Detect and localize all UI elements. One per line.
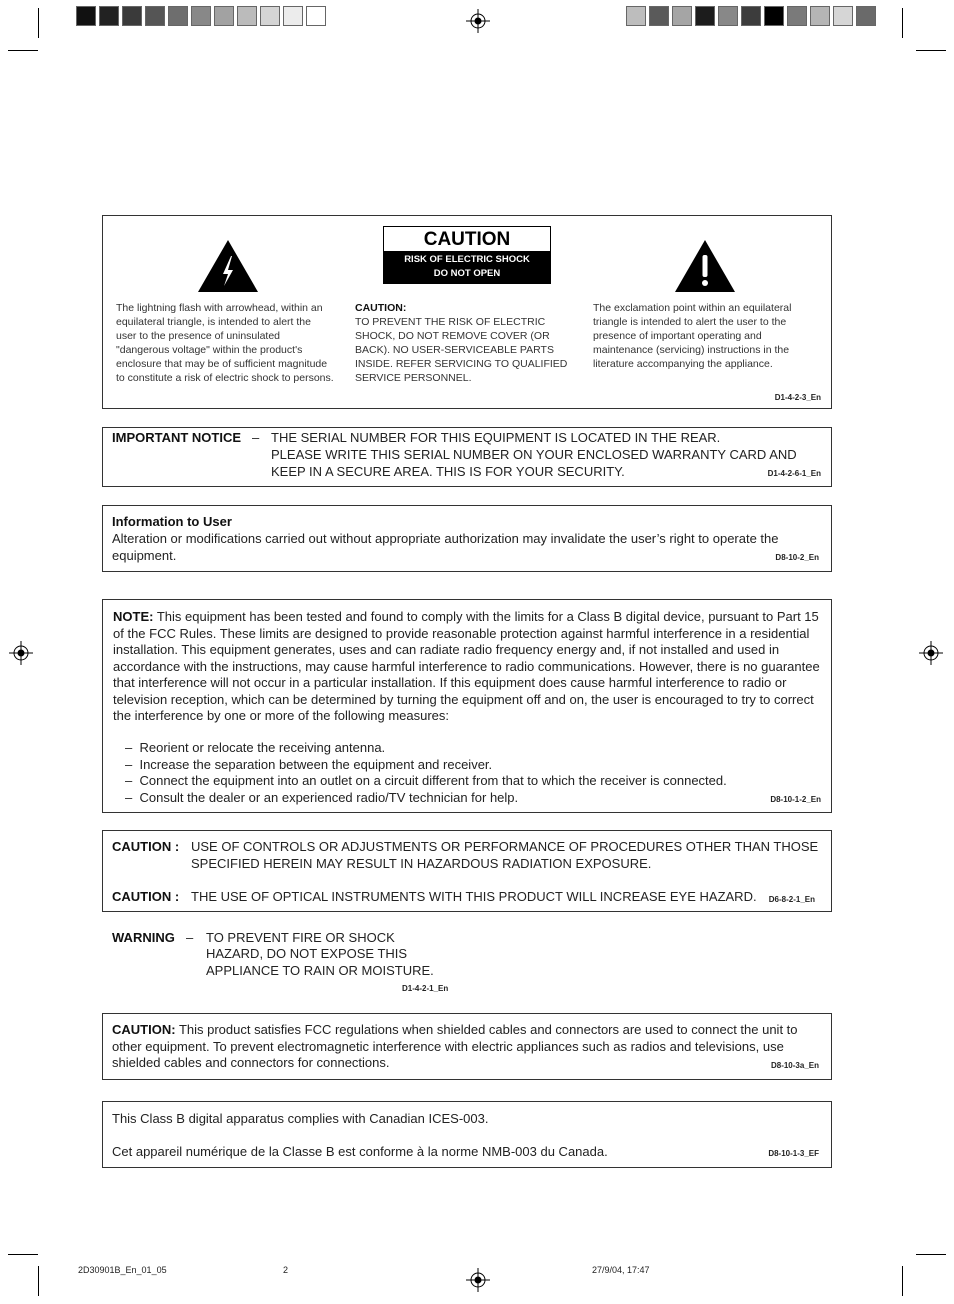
section-code: D8-10-1-3_EF	[768, 1149, 819, 1158]
registration-mark-icon	[466, 9, 490, 33]
caution-fcc-text	[112, 1022, 812, 1072]
caution-fcc-label: CAUTION:	[112, 1022, 176, 1037]
caution-label-1: CAUTION :	[112, 839, 180, 854]
color-swatch	[76, 6, 96, 26]
section-code: D8-10-2_En	[775, 553, 819, 562]
caution-radiation-box	[102, 830, 832, 912]
section-code: D1-4-2-1_En	[402, 984, 449, 993]
exclamation-triangle-icon	[673, 238, 737, 294]
caution-subtitle-1: RISK OF ELECTRIC SHOCK	[404, 254, 530, 265]
warning-line-3: APPLIANCE TO RAIN OR MOISTURE.	[206, 963, 434, 978]
color-swatch	[764, 6, 784, 26]
warning-label: WARNING	[112, 930, 175, 945]
registration-mark-icon	[466, 1268, 490, 1292]
color-swatch	[856, 6, 876, 26]
canada-compliance-box	[102, 1101, 832, 1168]
exclamation-explanation: The exclamation point within an equilateral triangle is intended to alert the user to the presence of important operating and maintenance (servicing) instructions in the literature accompanying the appliance.	[593, 302, 792, 370]
color-swatch	[145, 6, 165, 26]
color-swatch	[237, 6, 257, 26]
color-swatch	[718, 6, 738, 26]
important-notice-line-1: THE SERIAL NUMBER FOR THIS EQUIPMENT IS LOCATED IN THE REAR.	[271, 430, 721, 445]
color-swatch	[672, 6, 692, 26]
important-notice-line-2: PLEASE WRITE THIS SERIAL NUMBER ON YOUR ENCLOSED WARRANTY CARD AND	[271, 447, 797, 462]
color-swatch	[260, 6, 280, 26]
caution-label-2: CAUTION :	[112, 889, 180, 904]
fcc-note-label: NOTE:	[113, 609, 154, 624]
information-to-user-box	[102, 505, 832, 572]
color-swatch	[833, 6, 853, 26]
color-swatch	[649, 6, 669, 26]
caution-center-body: TO PREVENT THE RISK OF ELECTRIC SHOCK, DO NOT REMOVE COVER (OR BACK). NO USER-SERVICEABLE PARTS INSIDE. REFER SERVICING TO QUALIFIED SERVICE PERSONNEL.	[355, 316, 568, 384]
color-swatch	[191, 6, 211, 26]
color-swatch	[122, 6, 142, 26]
color-swatch	[741, 6, 761, 26]
list-item: – Increase the separation between the equipment and receiver.	[125, 756, 493, 772]
caution-center-label: CAUTION:	[355, 302, 407, 314]
color-swatch	[283, 6, 303, 26]
caution-label-box	[383, 226, 551, 284]
section-code: D1-4-2-3_En	[774, 393, 821, 402]
color-swatch	[99, 6, 119, 26]
important-notice-label: IMPORTANT NOTICE	[112, 430, 242, 445]
warning-line-2: HAZARD, DO NOT EXPOSE THIS	[206, 946, 408, 961]
information-to-user-text: Alteration or modifications carried out without appropriate authorization may invalidate the user’s right to operate the equipment.	[112, 531, 779, 563]
color-swatch	[626, 6, 646, 26]
footer-timestamp: 27/9/04, 17:47	[592, 1265, 650, 1275]
fcc-note-body: This equipment has been tested and found to comply with the limits for a Class B digital device, pursuant to Part 15 of the FCC Rules. These limits are designed to provide reasonable protection against harmful interference in a residential installation. This equipment generates, uses and can radiate radio frequency energy and, if not installed and used in accordance with the instructions, may cause harmful interference to radio communications. However, there is no guarantee that interference will not occur in a particular installation. If this equipment does cause harmful interference to radio or television reception, which can be determined by turning the equipment off and on, the user is encouraged to try to correct the interference by one or more of the following measures:	[113, 609, 820, 723]
caution-fcc-box	[102, 1013, 832, 1080]
list-item: – Reorient or relocate the receiving antenna.	[125, 740, 386, 755]
color-swatch	[695, 6, 715, 26]
caution-text-1: USE OF CONTROLS OR ADJUSTMENTS OR PERFORMANCE OF PROCEDURES OTHER THAN THOSE SPECIFIED HEREIN MAY RESULT IN HAZARDOUS RADIATION EXPOSURE.	[191, 839, 819, 871]
caution-center-text	[355, 301, 577, 385]
color-swatch	[306, 6, 326, 26]
lightning-explanation: The lightning flash with arrowhead, within an equilateral triangle, is intended to alert the user to the presence of uninsulated "dangerous voltage" within the product's enclosure that may be of sufficient magnitude to constitute a risk of electric shock to persons.	[116, 302, 334, 384]
canada-text-en: This Class B digital apparatus complies with Canadian ICES-003.	[112, 1111, 489, 1126]
canada-text-fr: Cet appareil numérique de la Classe B est conforme à la norme NMB-003 du Canada.	[112, 1144, 608, 1159]
fcc-measures-list	[125, 740, 815, 806]
fcc-note-text	[113, 609, 821, 725]
caution-fcc-body: This product satisfies FCC regulations when shielded cables and connectors are used to connect the unit to other equipment. To prevent electromagnetic interference with electric appliances such as radios and televisions, use shielded cables and connectors for connections.	[112, 1022, 798, 1070]
warning-block	[112, 930, 472, 996]
caution-text-2: THE USE OF OPTICAL INSTRUMENTS WITH THIS PRODUCT WILL INCREASE EYE HAZARD.	[191, 889, 757, 904]
list-item: – Connect the equipment into an outlet on a circuit different from that to which the receiver is connected.	[125, 773, 727, 788]
important-notice-box	[102, 427, 832, 487]
section-code: D8-10-1-2_En	[770, 795, 821, 804]
color-swatch	[214, 6, 234, 26]
color-swatch	[787, 6, 807, 26]
color-swatch	[810, 6, 830, 26]
warning-dash: –	[186, 930, 194, 945]
warning-line-1: TO PREVENT FIRE OR SHOCK	[206, 930, 395, 945]
section-code: D8-10-3a_En	[770, 1061, 819, 1070]
caution-title: CAUTION	[423, 229, 511, 250]
registration-mark-icon	[9, 641, 33, 665]
footer-doc-id: 2D30901B_En_01_05	[78, 1265, 167, 1275]
information-to-user-title: Information to User	[112, 514, 232, 529]
section-code: D6-8-2-1_En	[768, 895, 815, 904]
footer-page-number: 2	[283, 1265, 289, 1275]
list-item: – Consult the dealer or an experienced radio/TV technician for help.	[125, 789, 519, 805]
important-notice-line-3: KEEP IN A SECURE AREA. THIS IS FOR YOUR SECURITY.	[271, 464, 625, 479]
registration-mark-icon	[919, 641, 943, 665]
section-code: D1-4-2-6-1_En	[767, 469, 821, 478]
caution-subtitle-2: DO NOT OPEN	[433, 268, 501, 279]
caution-symbols-box	[102, 215, 832, 409]
important-notice-dash: –	[252, 430, 260, 445]
lightning-triangle-icon	[196, 238, 260, 294]
color-swatch	[168, 6, 188, 26]
fcc-note-box	[102, 599, 832, 813]
